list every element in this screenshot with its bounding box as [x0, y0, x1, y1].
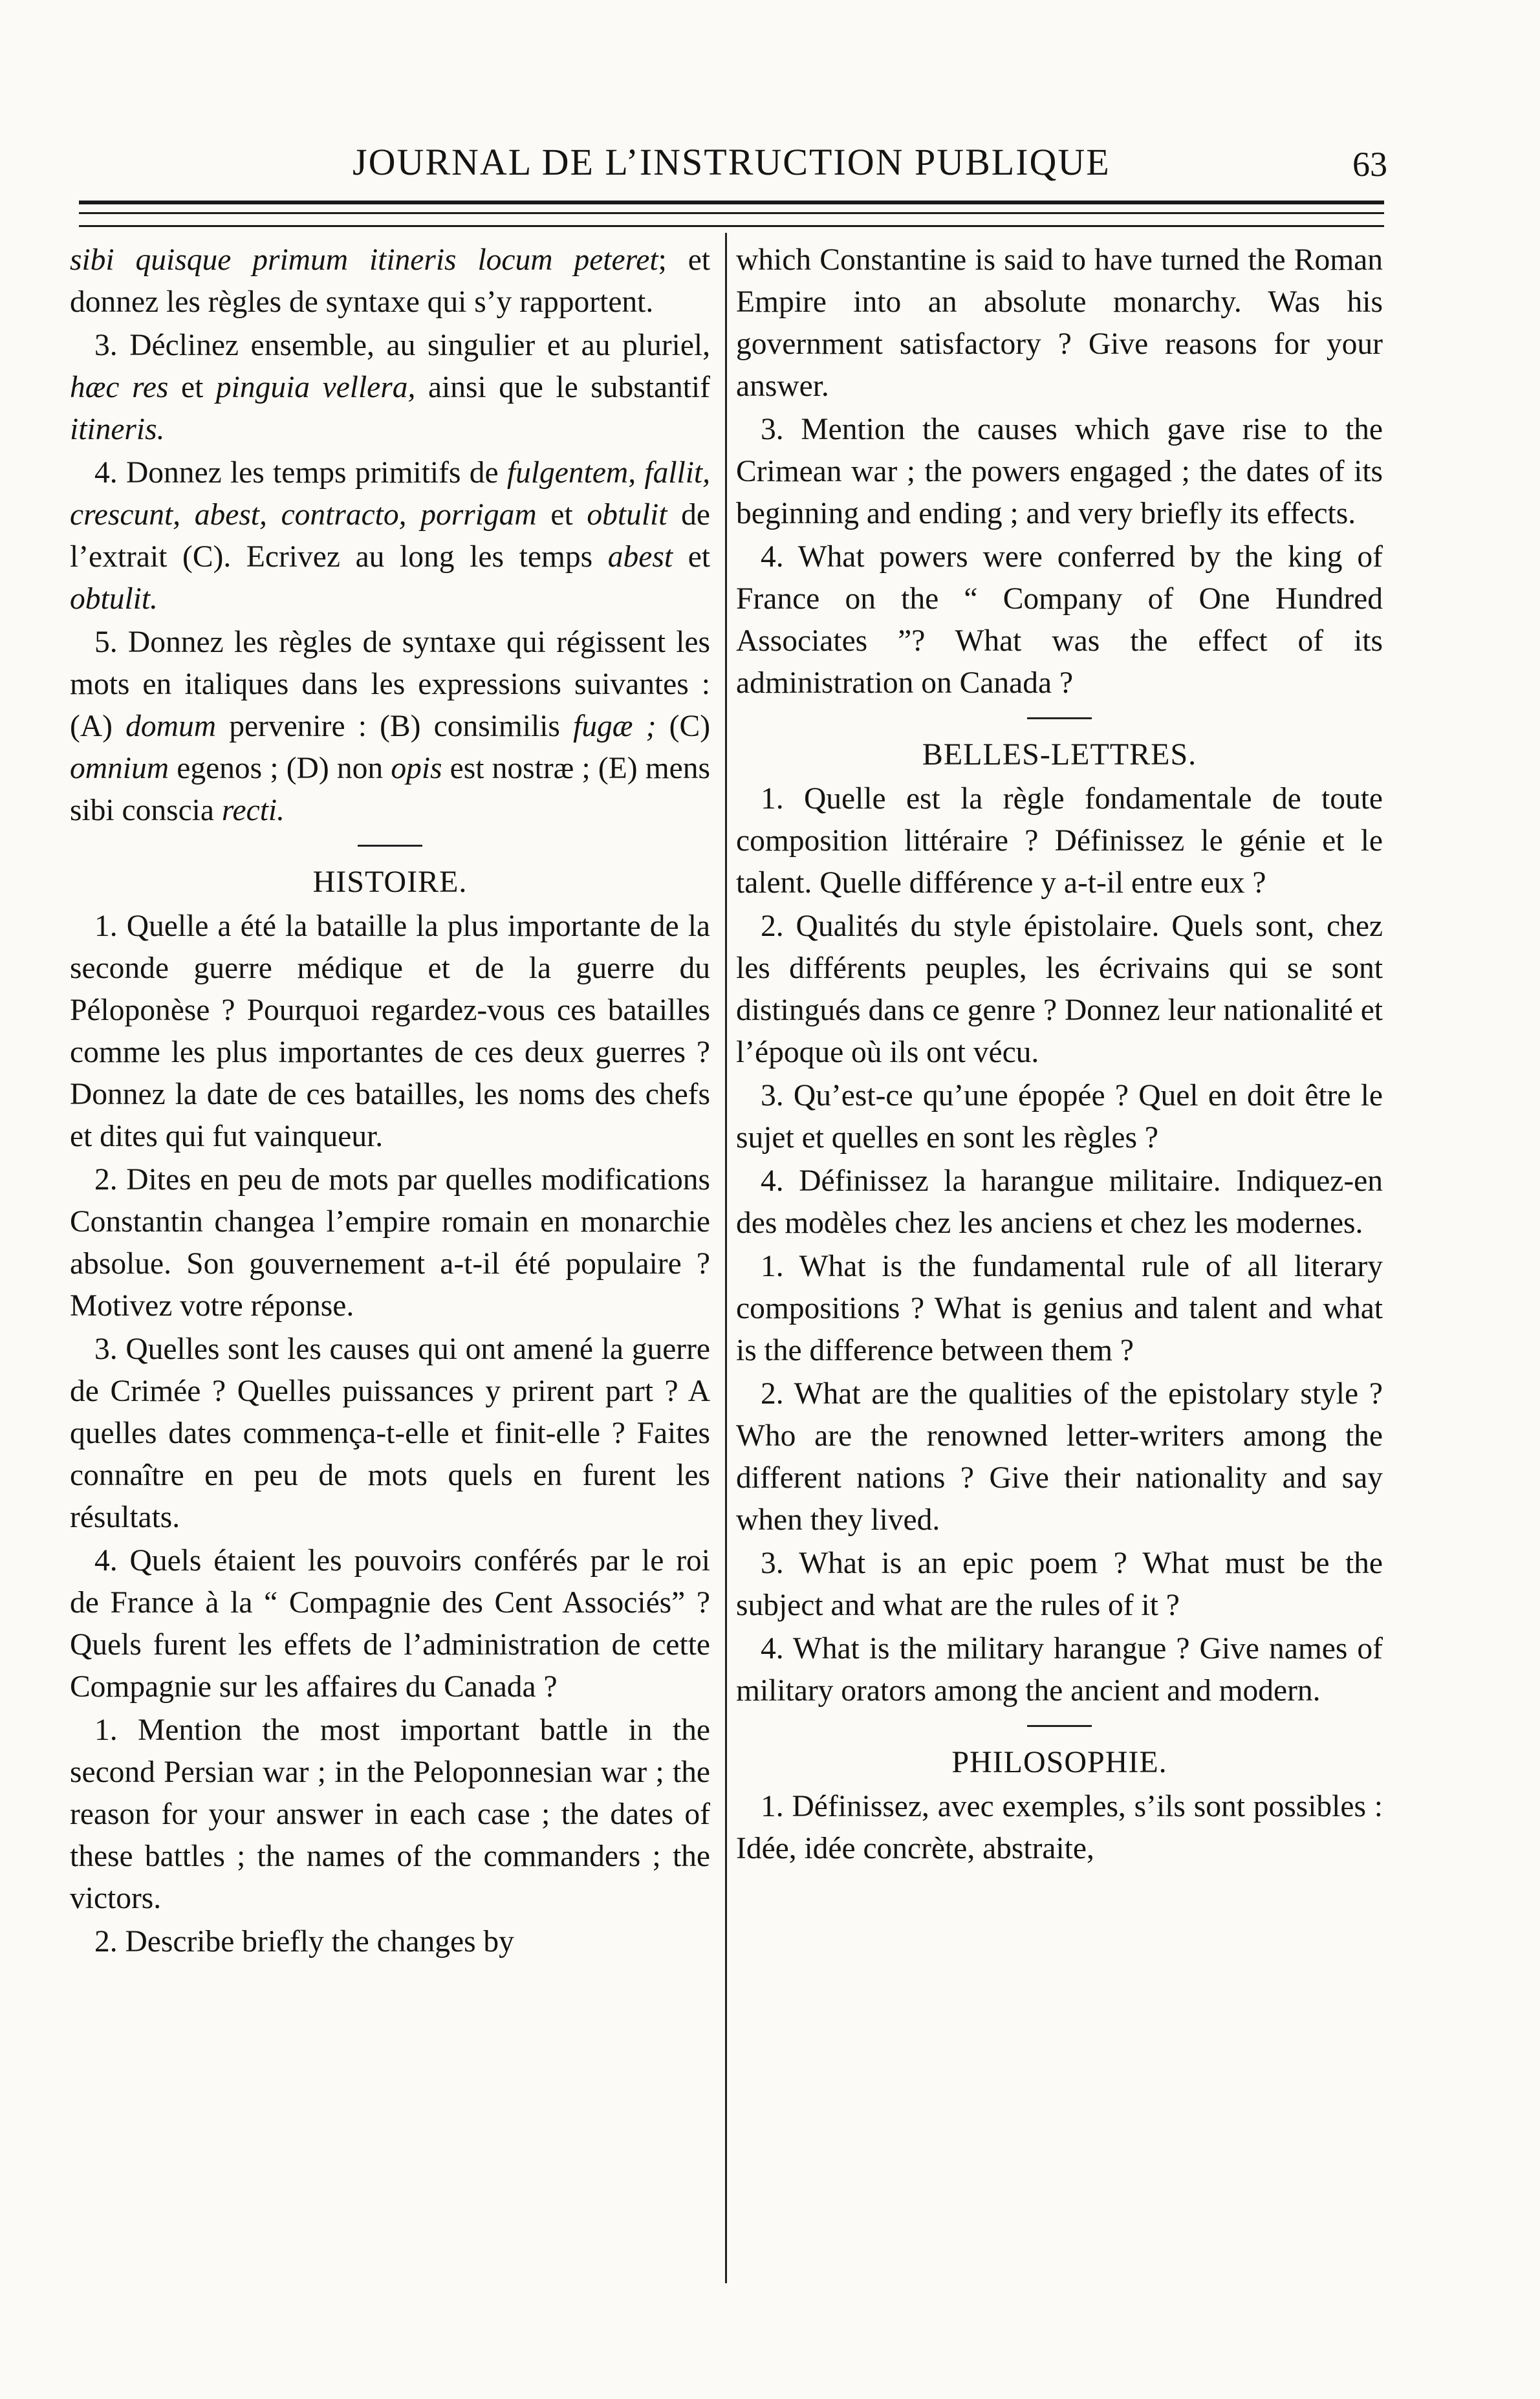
- histoire-question-3: 3. Quelles sont les causes qui ont amené la guerre de Crimée ? Quelles puissances y prirent part ? A quelles dates commença-t-elle et finit-elle ? Faites connaître en peu de mots quels en furent les résultats.: [70, 1332, 710, 1534]
- belles-lettres-question-4-english: 4. What is the military harangue ? Give names of military orators among the ancient and modern.: [736, 1632, 1383, 1708]
- column-divider: [725, 233, 727, 2283]
- section-heading-belles-lettres: BELLES-LETTRES.: [922, 737, 1197, 772]
- philosophie-question-1: 1. Définissez, avec exemples, s’ils sont possibles : Idée, idée concrète, abstraite,: [736, 1790, 1383, 1865]
- belles-lettres-question-2: 2. Qualités du style épistolaire. Quels sont, chez les différents peuples, les écrivains qui se sont distingués dans ce genre ? Donnez leur nationalité et l’époque où ils ont vécu.: [736, 909, 1383, 1069]
- section-divider: [358, 845, 422, 847]
- histoire-question-1: 1. Quelle a été la bataille la plus importante de la seconde guerre médique et de la guerre du Péloponèse ? Pourquoi regardez-vous ces batailles comme les plus importantes de ces deux guerres ? Donnez la date de ces batailles, les noms des chefs et dites qui fut vainqueur.: [70, 909, 710, 1153]
- section-divider: [1027, 717, 1092, 719]
- latin-question-5: 5. Donnez les règles de syntaxe qui régissent les mots en italiques dans les expressions suivantes : (A) domum pervenire : (B) consimilis fugæ ; (C) omnium egenos ; (D) non opis est nostræ ; (E) mens sibi conscia recti.: [70, 625, 711, 827]
- belles-lettres-question-1: 1. Quelle est la règle fondamentale de toute composition littéraire ? Définissez le génie et le talent. Quelle différence y a-t-il entre eux ?: [736, 782, 1383, 900]
- right-column: [736, 239, 1383, 1871]
- section-heading-philosophie: PHILOSOPHIE.: [951, 1745, 1167, 1779]
- history-question-2-english: 2. Describe briefly the changes by: [94, 1925, 514, 1959]
- histoire-question-4: 4. Quels étaient les pouvoirs conférés par le roi de France à la “ Compagnie des Cent Associés” ? Quels furent les effets de l’administration de cette Compagnie sur les affaires du Canada ?: [70, 1544, 710, 1704]
- history-question-3-english: 3. Mention the causes which gave rise to the Crimean war ; the powers engaged ; the dates of its beginning and ending ; and very briefly its effects.: [736, 413, 1383, 530]
- latin-question-4: 4. Donnez les temps primitifs de fulgentem, fallit, crescunt, abest, contracto, porrigam et obtulit de l’extrait (C). Ecrivez au long les temps abest et obtulit.: [70, 456, 710, 616]
- belles-lettres-question-4: 4. Définissez la harangue militaire. Indiquez-en des modèles chez les anciens et chez les modernes.: [736, 1164, 1383, 1240]
- belles-lettres-question-3-english: 3. What is an epic poem ? What must be the subject and what are the rules of it ?: [736, 1547, 1383, 1622]
- histoire-question-2: 2. Dites en peu de mots par quelles modifications Constantin changea l’empire romain en monarchie absolue. Son gouvernement a-t-il été populaire ? Motivez votre réponse.: [70, 1163, 710, 1323]
- header-rule-thin-2: [79, 225, 1384, 227]
- latin-question-continued: sibi quisque primum itineris locum peteret; et donnez les règles de syntaxe qui s’y rapportent.: [70, 243, 710, 319]
- latin-question-3: 3. Déclinez ensemble, au singulier et au pluriel, hæc res et pinguia vellera, ainsi que le substantif itineris.: [70, 329, 710, 446]
- section-heading-histoire: HISTOIRE.: [312, 865, 468, 899]
- running-header: [68, 133, 1387, 197]
- header-rule-thin: [79, 212, 1384, 214]
- belles-lettres-question-1-english: 1. What is the fundamental rule of all literary compositions ? What is genius and talent and what is the difference between them ?: [736, 1250, 1383, 1367]
- header-rule-thick: [79, 201, 1384, 204]
- journal-title: JOURNAL DE L’INSTRUCTION PUBLIQUE: [352, 141, 1111, 183]
- belles-lettres-question-2-english: 2. What are the qualities of the epistolary style ? Who are the renowned letter-writers among the different nations ? Give their nationality and say when they lived.: [736, 1377, 1383, 1537]
- history-question-1-english: 1. Mention the most important battle in the second Persian war ; in the Peloponnesian war ; the reason for your answer in each case ; the dates of these battles ; the names of the commanders ; the victors.: [70, 1713, 710, 1915]
- page-number: 63: [1352, 145, 1387, 184]
- belles-lettres-question-3: 3. Qu’est-ce qu’une épopée ? Quel en doit être le sujet et quelles en sont les règles ?: [736, 1079, 1383, 1155]
- history-question-4-english: 4. What powers were conferred by the king of France on the “ Company of One Hundred Associates ”? What was the effect of its administration on Canada ?: [736, 540, 1383, 700]
- history-question-2-english-continued: which Constantine is said to have turned the Roman Empire into an absolute monarchy. Was his government satisfactory ? Give reasons for your answer.: [736, 243, 1383, 403]
- section-divider: [1027, 1725, 1092, 1727]
- left-column: [70, 239, 710, 1964]
